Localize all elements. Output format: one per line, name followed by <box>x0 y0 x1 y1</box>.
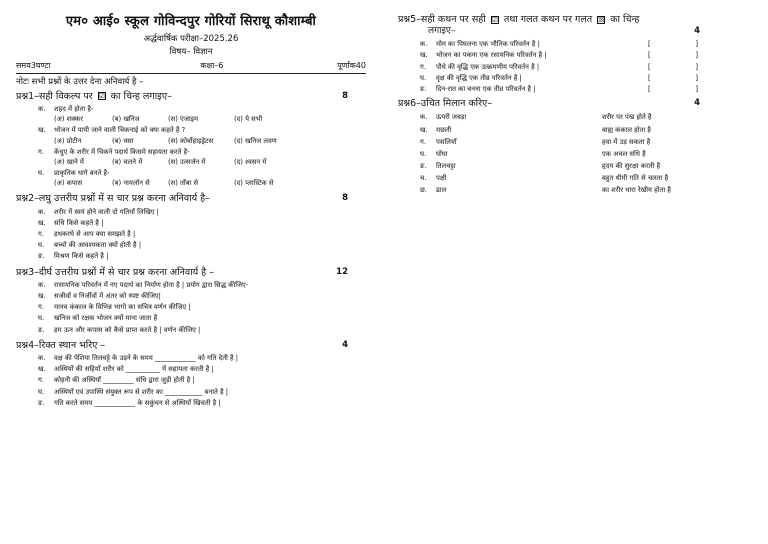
q5-title <box>398 14 639 25</box>
item-label: ग. <box>420 62 426 71</box>
item-label: ङ. <box>420 161 427 170</box>
bracket-close: ] <box>695 51 698 60</box>
item-label: क. <box>420 113 428 122</box>
item-label: ङ. <box>420 84 427 93</box>
item-text: दिन-रात का बनना एक तीव्र परिवर्तन है | <box>436 84 536 93</box>
item-text: वृक्ष की वृद्धि एक तीव्र परिवर्तन है | <box>436 73 522 82</box>
left-column <box>16 14 366 407</box>
q4-marks: 4 <box>342 339 348 350</box>
match-right: हवा में उड़ सकता है <box>602 137 651 146</box>
answer-bracket <box>648 51 698 59</box>
match-right: का शरीर धारा रेखीय होता है <box>602 186 671 195</box>
item-label: ङ. <box>38 398 45 407</box>
exam-title: अर्द्धवार्षिक परीक्षा–2025.26 <box>143 33 239 44</box>
option: (ब) वसा <box>112 136 134 145</box>
q1-title-part-a: प्रश्न1–सही विकल्प पर <box>16 90 93 102</box>
q4-item <box>38 365 366 373</box>
answer-bracket <box>648 74 698 82</box>
q3-item <box>38 292 366 300</box>
item-label: क. <box>38 207 46 216</box>
exam-meta-row <box>16 61 366 74</box>
item-text: मिश्रण किसे कहते है | <box>54 252 109 261</box>
item-label: ख. <box>420 51 428 60</box>
item-label: घ. <box>38 169 45 178</box>
q1-marks: 8 <box>342 90 348 101</box>
item-text: सजीवों व निर्जीवों में अंतर को स्पष्ट कीजिए| <box>54 292 161 301</box>
q2-title: प्रश्न2–लघु उत्तरीय प्रश्नों में स चार प्रश्न करना अनिवार्य है– <box>16 193 210 205</box>
q6-match-row <box>420 186 748 194</box>
option: (ब) खनिज <box>112 115 140 124</box>
item-label: ग. <box>420 137 426 146</box>
match-right: बहुत धीमी गति से चलता है <box>602 174 669 183</box>
item-text: शहद में होता है- <box>54 105 94 114</box>
item-label: घ. <box>38 387 45 396</box>
item-text: अस्थियाँ एवं उपास्थि संयुक्त रूप से शरीर का ___________ बनाते है | <box>54 387 229 396</box>
option: (स) एंजाइम <box>168 115 199 124</box>
school-name: एम० आई० स्कूल गोविन्दपुर गोरियों सिराथू कौशाम्बी <box>65 14 317 29</box>
item-text: गति करते समय ____________ के सकुंचन से अस्थियाँ खिचती है | <box>54 398 221 407</box>
q1-item <box>38 126 366 134</box>
bracket-open: [ <box>648 40 651 49</box>
q5-subheading <box>428 26 748 37</box>
match-left: पसलियाँ <box>436 137 457 146</box>
q1-title <box>16 91 172 102</box>
q3-item <box>38 303 366 311</box>
q5-title-part-c: का चिन्ह <box>610 14 640 25</box>
item-label: ङ. <box>38 325 45 334</box>
q1-heading <box>16 91 366 102</box>
bracket-open: [ <box>648 73 651 82</box>
option: (अ) प्रोटीन <box>54 136 82 145</box>
option: (स) उत्सर्जन में <box>168 157 206 166</box>
option: (द) खनिज लवण <box>234 136 277 145</box>
item-label: ख. <box>38 126 46 135</box>
time-label: समय3घण्टा <box>16 60 51 70</box>
match-left: ऊपरी जबड़ा <box>436 113 467 122</box>
option: (द) ये सभी <box>234 115 263 124</box>
option: (द) प्लास्टिक से <box>234 179 274 188</box>
match-right: शरीर पर पंख होते है <box>602 113 652 122</box>
match-left: ढाल <box>436 186 447 195</box>
q1-options <box>54 115 366 123</box>
q4-heading <box>16 340 366 351</box>
item-text: खनिज को रक्षक भोजन क्यों माना जाता है <box>54 314 158 323</box>
item-text: पौधे की वृद्धि एक उत्क्रमणीय परिवर्तन है | <box>436 62 540 71</box>
q6-heading <box>398 98 748 109</box>
item-text: वक्ष की पेशिया तिलचट्टे के उड़ने के समय ____________ को गति देती है | <box>54 354 239 363</box>
option: (अ) शक्कर <box>54 115 83 124</box>
checkbox-tick-icon: ☑ <box>98 92 105 101</box>
answer-bracket <box>648 63 698 71</box>
q2-item <box>38 241 366 249</box>
item-text: केंचुए के शरीर में चिकने पदार्थ किसमे सहायता करते है- <box>54 147 190 156</box>
option: (ब) चलने में <box>112 157 143 166</box>
item-text: रासायनिक परिवर्तन में नए पदार्थ का निर्माण होता है | प्रयोग द्वारा सिद्ध कीजिए- <box>54 280 249 289</box>
class-label: कक्षा–6 <box>200 60 224 70</box>
q5-title-part-a: प्रश्न5–सही कथन पर सही <box>398 14 486 25</box>
q4-item <box>38 354 366 362</box>
bracket-close: ] <box>695 40 698 49</box>
option: (अ) कपास <box>54 179 83 188</box>
q4-item <box>38 388 366 396</box>
option: (अ) खाने में <box>54 157 84 166</box>
match-left: मछली <box>436 125 452 134</box>
q4-item <box>38 376 366 384</box>
item-label: घ. <box>420 149 427 158</box>
item-label: ग. <box>38 303 44 312</box>
q6-title: प्रश्न6–उचित मिलान करिए– <box>398 97 493 109</box>
match-right: बाह्य कंकाल होता है <box>602 125 651 134</box>
item-text: भोजन में पायी जाने वाली चिकनाई को क्या कहते है ? <box>54 126 186 135</box>
q3-item <box>38 314 366 322</box>
q1-item <box>38 169 366 177</box>
bracket-open: [ <box>648 84 651 93</box>
q5-item <box>420 63 748 71</box>
option: (द) श्वसन में <box>234 157 267 166</box>
item-label: क. <box>38 280 46 289</box>
option: (ब) नायलॉन से <box>112 179 150 188</box>
item-label: ङ. <box>38 252 45 261</box>
q2-marks: 8 <box>342 193 348 204</box>
item-text: शरीर में स्वयं होने वाली दो गतियॉं लिखिए | <box>54 207 159 216</box>
q6-match-row <box>420 162 748 170</box>
item-text: बच्चो की आवश्यकता क्यों होती है | <box>54 241 142 250</box>
item-text: मोम का पिघलना एक भौतिक परिवर्तन है | <box>436 40 540 49</box>
q6-match-row <box>420 174 748 182</box>
item-text: हम ऊन और कपास को कैसे प्राप्त करते है | वर्णन कीजिए | <box>54 325 201 334</box>
total-marks-label: पूर्णांक40 <box>337 60 366 70</box>
item-label: क. <box>38 105 46 114</box>
item-text: कोहनी की अस्थियाँ _________ संधि द्वारा जुड़ी होती है | <box>54 376 195 385</box>
q1-options <box>54 158 366 166</box>
match-right: हृदय की सुरक्षा करती है <box>602 161 661 170</box>
q3-marks: 12 <box>336 266 348 277</box>
q6-match-row <box>420 138 748 146</box>
q6-match-row <box>420 113 748 121</box>
instruction-note: नोटः सभी प्रश्नों के उत्तर देना अनिवार्य है – <box>16 76 144 87</box>
checkbox-tick-icon: ☑ <box>491 15 499 24</box>
item-text: प्राकृतिक धागे बनते है- <box>54 169 110 178</box>
item-text: भोजन का पकना एक रसायनिक परिवर्तन है | <box>436 51 547 60</box>
q5-title-part-b: तथा गलत कथन पर गलत <box>503 14 593 25</box>
match-right: एक अचल संधि है <box>602 149 646 158</box>
bracket-open: [ <box>648 62 651 71</box>
item-label: ख. <box>420 125 428 134</box>
option: (स) तॉंबा से <box>168 179 199 188</box>
q5-item <box>420 85 748 93</box>
q5-item <box>420 74 748 82</box>
item-label: छ. <box>420 186 427 195</box>
q5-marks: 4 <box>694 26 700 37</box>
q3-heading <box>16 267 366 278</box>
item-label: ख. <box>38 218 46 227</box>
q1-options <box>54 179 366 187</box>
q6-match-row <box>420 150 748 158</box>
item-label: क. <box>38 354 46 363</box>
q1-title-part-b: का चिन्ह लगाइए– <box>110 90 172 102</box>
item-label: ख. <box>38 292 46 301</box>
q1-options <box>54 137 366 145</box>
answer-bracket <box>648 40 698 48</box>
item-label: क. <box>420 40 428 49</box>
item-label: घ. <box>420 73 427 82</box>
right-column <box>398 14 748 194</box>
item-label: ग. <box>38 376 44 385</box>
match-left: घोंघा <box>436 149 448 158</box>
item-label: ग. <box>38 147 44 156</box>
q3-item <box>38 326 366 334</box>
subject-title: विषय– विज्ञान <box>169 46 213 57</box>
q6-marks: 4 <box>694 97 700 108</box>
item-text: अस्थियों की सहियाँ शरीर को __________ में सहायता करती है | <box>54 365 214 374</box>
q2-heading <box>16 193 366 204</box>
item-label: ग. <box>38 230 44 239</box>
q5-item <box>420 40 748 48</box>
q2-item <box>38 208 366 216</box>
q2-item <box>38 252 366 260</box>
bracket-close: ] <box>695 73 698 82</box>
checkbox-cross-icon: ☒ <box>598 15 605 24</box>
bracket-close: ] <box>695 62 698 71</box>
item-text: हथकरघे से आप क्या समझते है | <box>54 230 136 239</box>
q5-item <box>420 51 748 59</box>
item-label: च. <box>420 174 427 183</box>
item-label: ख. <box>38 365 46 374</box>
q4-title: प्रश्न4–रिक्त स्थान भरिए – <box>16 339 106 351</box>
item-text: मानव कंकाल के विभिन्न भागो का सचित्र वर्णन कीजिए | <box>54 303 191 312</box>
bracket-open: [ <box>648 51 651 60</box>
option: (स) कोर्बोहाइड्रेटस <box>168 136 214 145</box>
item-label: घ. <box>38 241 45 250</box>
q5-heading <box>398 14 748 25</box>
q2-item <box>38 230 366 238</box>
q1-item <box>38 148 366 156</box>
q5-subtitle: लगाइए– <box>428 26 456 37</box>
q1-item <box>38 105 366 113</box>
bracket-close: ] <box>695 84 698 93</box>
match-left: तिलचट्टा <box>436 161 456 170</box>
item-label: घ. <box>38 314 45 323</box>
q3-title: प्रश्न3–दीर्घ उत्तरीय प्रश्नों में से चार प्रश्न करना अनिवार्य है – <box>16 266 214 278</box>
q4-item <box>38 399 366 407</box>
answer-bracket <box>648 85 698 93</box>
item-text: संधि किसे कहते है | <box>54 218 104 227</box>
q2-item <box>38 219 366 227</box>
q6-match-row <box>420 126 748 134</box>
match-left: पक्षी <box>436 174 447 183</box>
q3-item <box>38 281 366 289</box>
